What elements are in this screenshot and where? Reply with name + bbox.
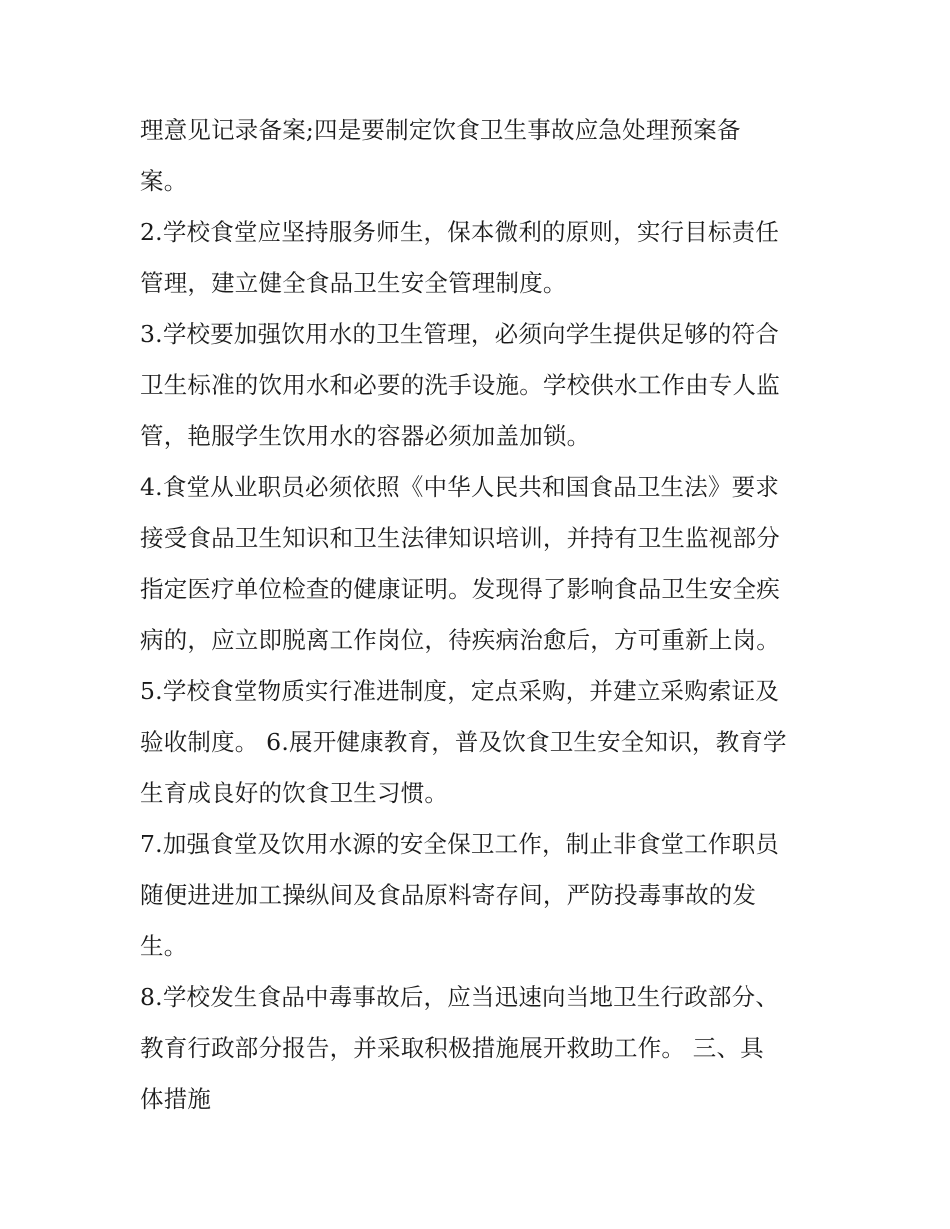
text-line: 卫生标准的饮用水和必要的洗手设施。学校供水工作由专人监 [140, 371, 780, 399]
text-line: 接受食品卫生知识和卫生法律知识培训，并持有卫生监视部分 [140, 524, 780, 552]
text-line: 理意见记录备案;四是要制定饮食卫生事故应急处理预案备 [140, 116, 741, 144]
text-line: 随便进进加工操纵间及食品原料寄存间，严防投毒事故的发 [140, 881, 757, 909]
text-line: 指定医疗单位检查的健康证明。发现得了影响食品卫生安全疾 [140, 575, 780, 603]
text-line: 体措施 [140, 1085, 212, 1113]
text-line: 验收制度。 6.展开健康教育，普及饮食卫生安全知识，教育学 [140, 728, 787, 756]
text-line: 教育行政部分报告，并采取积极措施展开救助工作。 三、具 [140, 1034, 764, 1062]
text-line: 3.学校要加强饮用水的卫生管理，必须向学生提供足够的符合 [140, 320, 780, 348]
text-line: 管理，建立健全食品卫生安全管理制度。 [140, 269, 567, 297]
text-line: 生。 [140, 932, 188, 960]
text-line: 生育成良好的饮食卫生习惯。 [140, 779, 449, 807]
text-line: 7.加强食堂及饮用水源的安全保卫工作，制止非食堂工作职员 [140, 830, 780, 858]
text-line: 2.学校食堂应坚持服务师生，保本微利的原则，实行目标责任 [140, 218, 780, 246]
text-line: 病的，应立即脱离工作岗位，待疾病治愈后，方可重新上岗。 [140, 626, 780, 654]
text-line: 案。 [140, 167, 188, 195]
text-line: 4.食堂从业职员必须依照《中华人民共和国食品卫生法》要求 [140, 473, 780, 501]
text-line: 5.学校食堂物质实行准进制度，定点采购，并建立采购索证及 [140, 677, 780, 705]
text-line: 管，艳服学生饮用水的容器必须加盖加锁。 [140, 422, 591, 450]
text-line: 8.学校发生食品中毒事故后，应当迅速向当地卫生行政部分、 [140, 983, 780, 1011]
